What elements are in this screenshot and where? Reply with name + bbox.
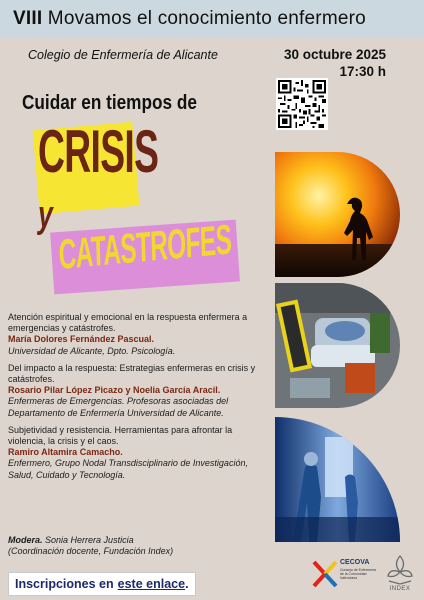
cecova-name: CECOVA	[340, 559, 370, 566]
moderator-name: Sonia Herrera Justicia	[45, 535, 134, 545]
organizer: Colegio de Enfermería de Alicante	[28, 48, 218, 62]
edition-label: VIII	[13, 8, 43, 29]
catastrofes-word: CATASTROFES	[57, 215, 232, 278]
moderator-block	[8, 535, 270, 557]
event-time: 17:30 h	[339, 64, 386, 79]
registration-prefix: Inscripciones en	[15, 577, 114, 591]
talk-title: Del impacto a la respuesta: Estrategias enfermeras en crisis y catástrofes.	[8, 362, 256, 385]
page-title	[13, 8, 366, 30]
moderator-line	[8, 535, 270, 546]
talk-item	[8, 363, 270, 419]
event-datetime	[284, 46, 386, 80]
index-name: INDEX	[389, 586, 411, 592]
firefighter-photo	[275, 152, 400, 277]
headline: Cuidar en tiempos de	[22, 92, 197, 114]
hospital-corridor-photo	[275, 417, 400, 542]
moderator-role: (Coordinación docente, Fundación Index)	[8, 546, 174, 557]
index-logo-icon	[382, 554, 418, 596]
talks-list	[8, 312, 270, 487]
registration-banner	[8, 572, 196, 596]
header-bar	[0, 0, 424, 38]
crisis-word: CRISIS	[38, 118, 159, 185]
talk-affiliation: Enfermeras de Emergencias. Profesoras asociadas del Departamento de Enfermería Universidad de Alicante.	[8, 396, 229, 418]
registration-suffix: .	[185, 577, 189, 591]
registration-link[interactable]: este enlace	[117, 577, 186, 591]
connector-word: y	[38, 194, 53, 236]
talk-speakers: Ramiro Altamira Camacho.	[8, 447, 123, 458]
cecova-subtitle: Consejo de Enfermería de la Comunidad Valenciana	[340, 568, 376, 581]
talk-item	[8, 425, 270, 481]
moderator-label: Modera.	[8, 535, 43, 545]
talk-title: Subjetividad y resistencia. Herramientas para afrontar la violencia, la crisis y el caos.	[8, 424, 233, 447]
emergency-patients-photo	[275, 283, 400, 408]
talk-affiliation: Universidad de Alicante, Dpto. Psicología.	[8, 345, 176, 356]
talk-speakers: María Dolores Fernández Pascual.	[8, 334, 155, 345]
talk-speakers: Rosario Pilar López Picazo y Noelia García Aracil.	[8, 385, 221, 396]
talk-title: Atención espiritual y emocional en la respuesta enfermera a emergencias y catástrofes.	[8, 312, 248, 334]
qr-code-icon[interactable]	[276, 78, 328, 130]
cecova-logo-icon	[312, 556, 378, 596]
event-date: 30 octubre 2025	[283, 47, 386, 62]
talk-affiliation: Enfermero, Grupo Nodal Transdisciplinario de Investigación, Salud, Cuidado y Tecnología.	[8, 458, 248, 480]
talk-item	[8, 312, 270, 357]
title-text: Movamos el conocimiento enfermero	[47, 8, 366, 29]
